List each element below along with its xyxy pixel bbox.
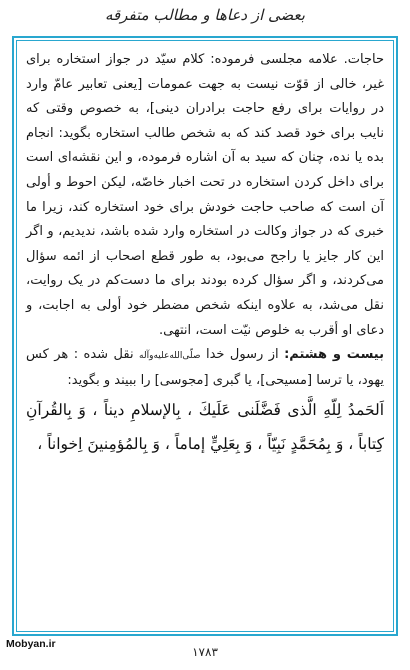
item-heading: بيست و هشتم: [284, 347, 384, 363]
paragraph-item-28 [26, 343, 384, 393]
honorific-ligature: صلّى‌الله‌عليه‌وآله [139, 351, 201, 362]
page-header [0, 6, 410, 32]
page-number: ١٧٨٣ [192, 645, 218, 659]
chapter-title: بعضى از دعاها و مطالب متفرقه [105, 6, 305, 24]
item-text-before: از رسول خدا [200, 347, 285, 363]
item-text-after: نقل شده : هر كس يهود، يا ترسا [مسيحى]، يا گبرى [مجوسى] را ببيند و بگويد: [26, 347, 384, 388]
page-content [26, 48, 384, 461]
paragraph-body: حاجات. علامه مجلسى فرموده: كلام سيّد در جواز استخاره براى غير، خالى از قوّت نيست به جهت عمومات [يعنى تعابير عامّ وارد در روايات براى رفع حاجت برادران دينى]، به خصوص وقتى كه نايب براى خود قصد كند كه به شخص طالب استخاره بگويد: انجام بده يا نده، چنان كه سيد به آن اشاره فرموده، و اين نقشه‌اى است براى داخل كردن استخاره در تحت اخبار خاصّه، ليكن احوط و أولى آن است كه صاحب حاجت خودش براى خود استخاره كند، زيرا ما خبرى كه در جواز وكالت در استخاره وارد شده باشد، نديديم، و اگر اين كار جايز يا راجح مى‌بود، به طور قطع اصحاب از ائمه سؤال مى‌كردند، و اگر سؤال كرده بودند براى ما دست‌كم در يک روايت، نقل مى‌شد، به علاوه اينكه شخص مضطر خود أولى به اجابت، و دعاى او أقرب به خلوص نيّت است، انتهى. [26, 52, 384, 338]
arabic-supplication: اَلحَمدُ لِلّهِ الَّذى فَضَّلَنى عَلَيكَ ، بِالإسلامِ ديناً ، وَ بِالقُرآنِ كِتاباً ، وَ بِمُحَمَّدٍ نَبِيّاً ، وَ بِعَلِيٍّ إماماً ، وَ بِالمُؤمِنينَ اِخواناً ، [26, 401, 384, 454]
site-logo: Mobyan.ir [6, 638, 56, 650]
